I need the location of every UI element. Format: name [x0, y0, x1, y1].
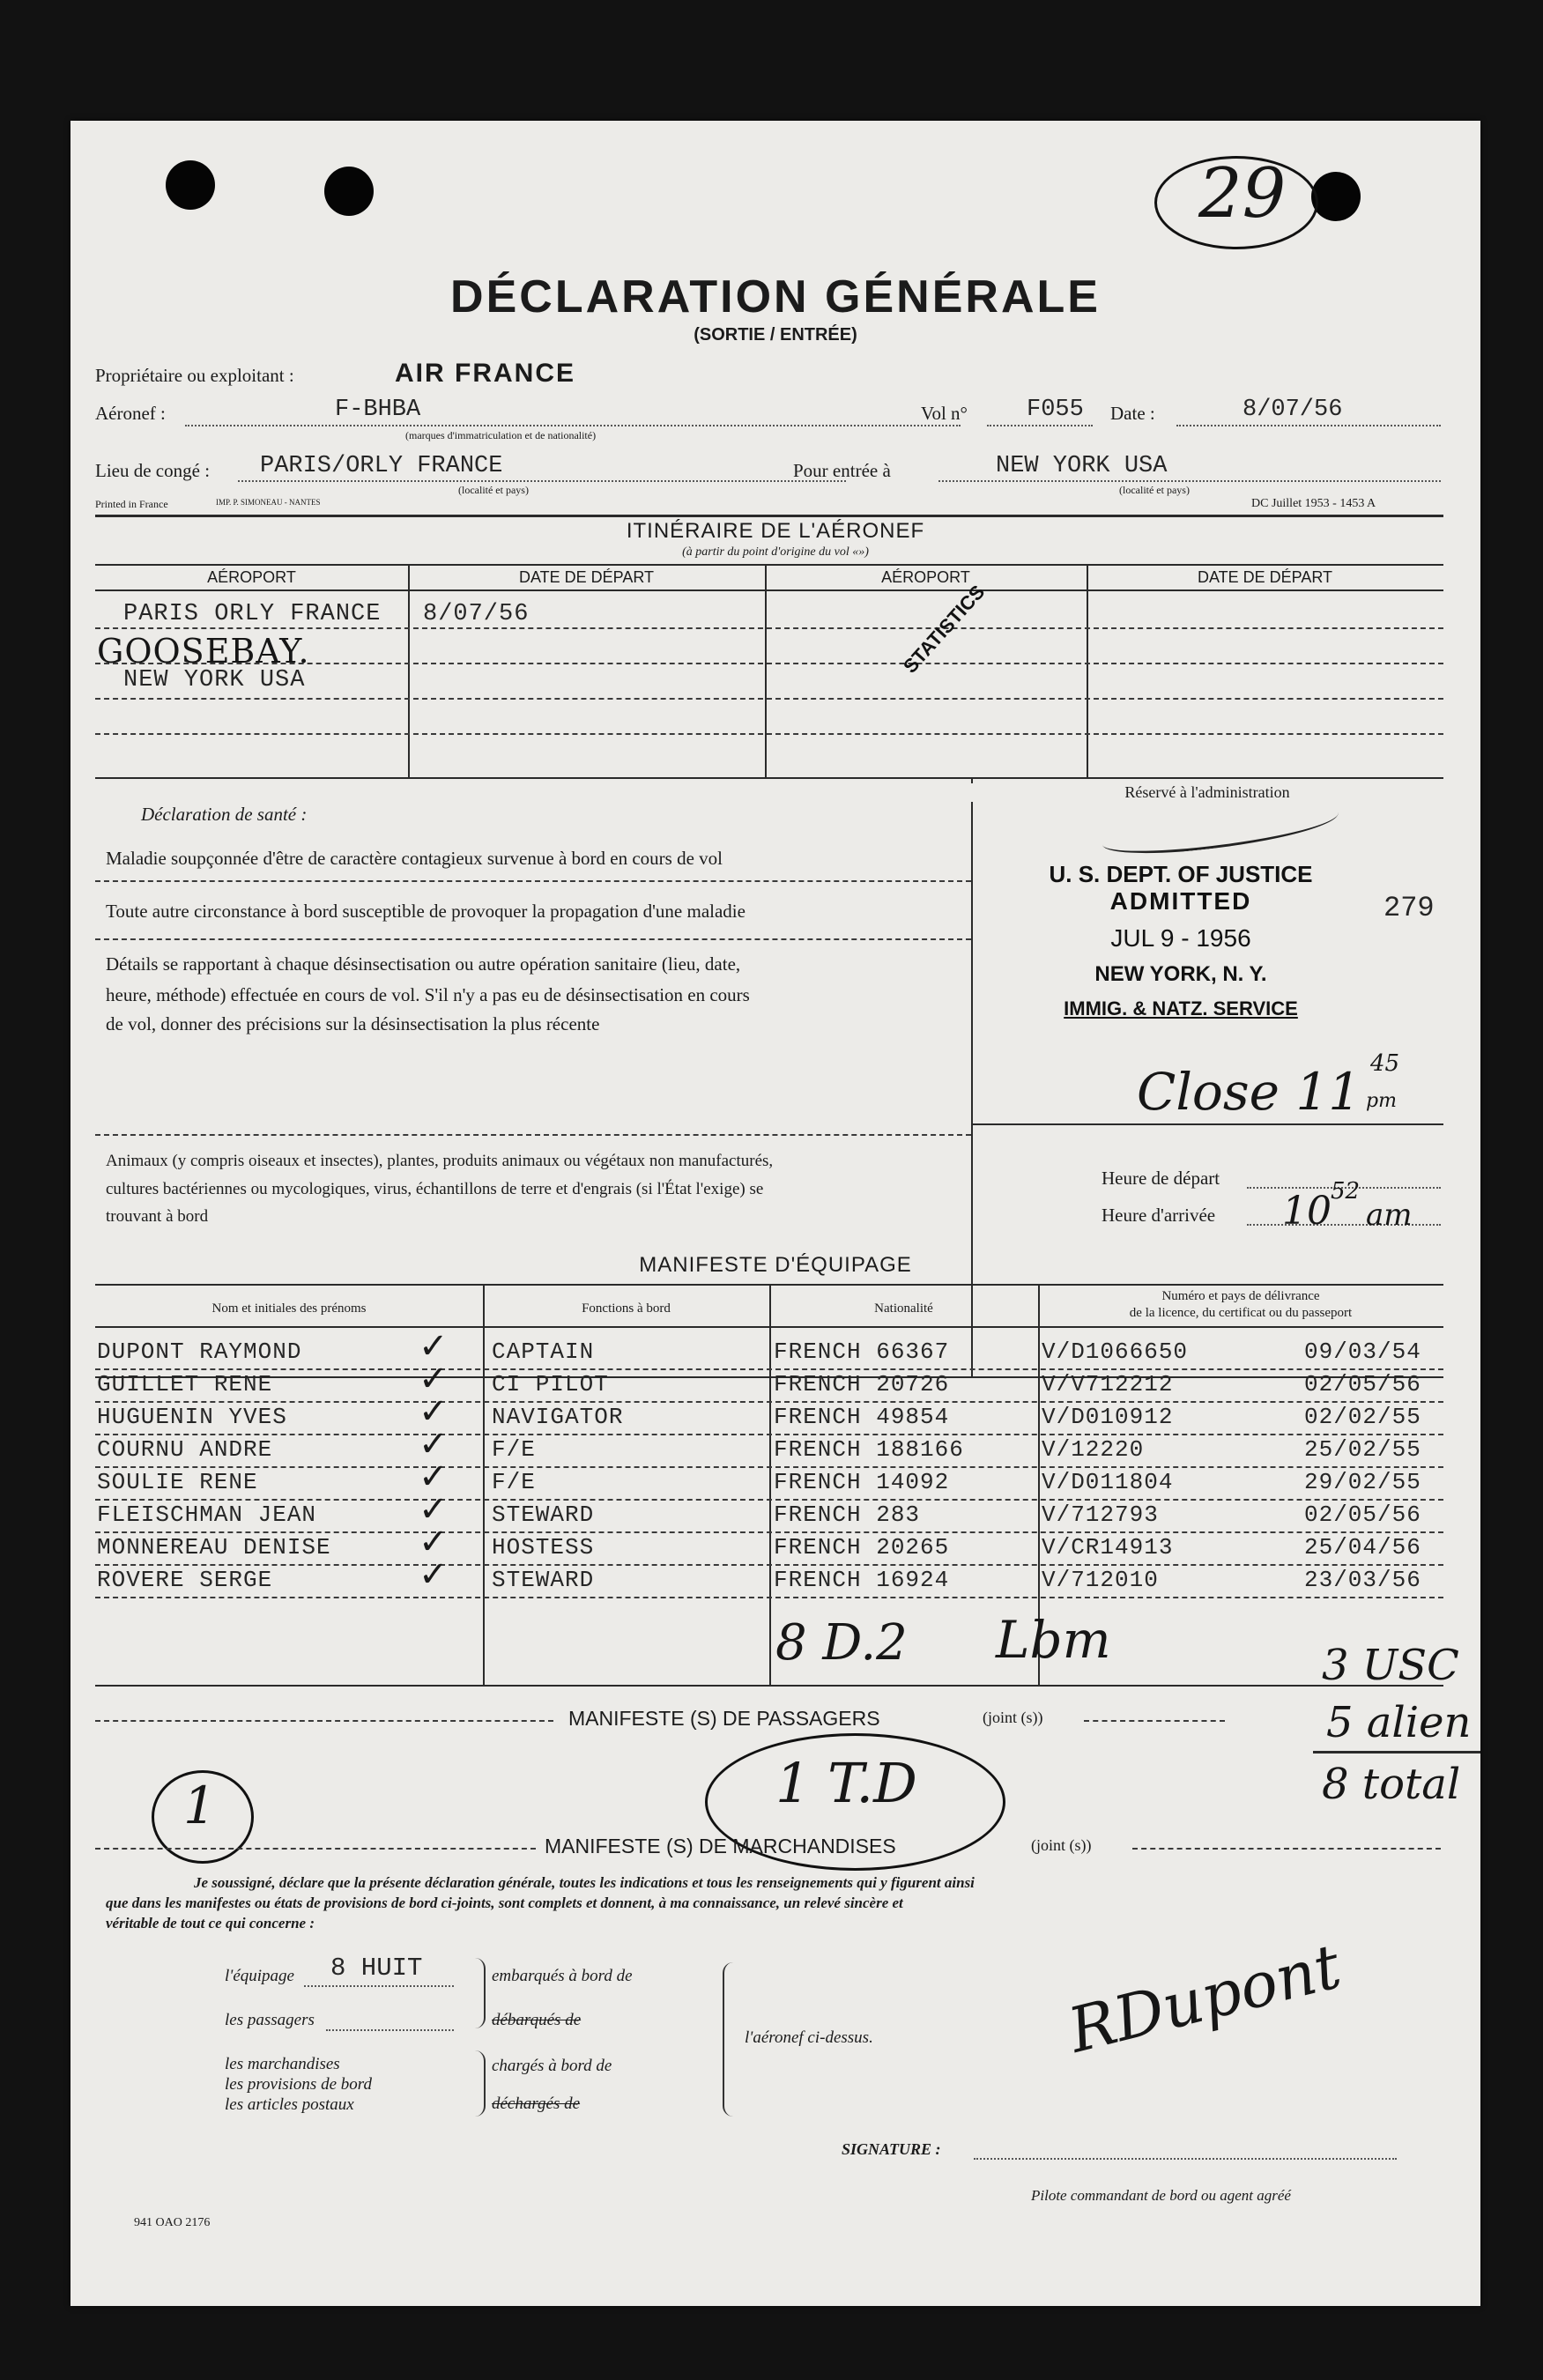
crew-function: F/E [492, 1436, 536, 1463]
crew-function: STEWARD [492, 1501, 595, 1528]
date-label: Date : [1110, 403, 1155, 424]
loaded-label: chargés à bord de [492, 2057, 612, 2075]
goods-label: les marchandises [225, 2055, 340, 2073]
provisions-label: les provisions de bord [225, 2075, 372, 2094]
itinerary-row1-date: 8/07/56 [423, 601, 530, 627]
crew-license-date: 25/04/56 [1304, 1534, 1421, 1561]
crew-col-license-l1: Numéro et pays de délivrance [1161, 1289, 1320, 1303]
arr-time-value: 10 [1282, 1189, 1332, 1234]
crew-license: V/D010912 [1042, 1404, 1174, 1430]
crew-license-date: 09/03/54 [1304, 1338, 1421, 1365]
crew-license: V/712010 [1042, 1567, 1159, 1593]
cargo-joint: (joint (s)) [1031, 1836, 1092, 1854]
printer-mid: IMP. P. SIMONEAU - NANTES [216, 498, 321, 507]
crew-license-date: 02/05/56 [1304, 1501, 1421, 1528]
punch-hole-icon [324, 167, 374, 216]
crew-license-date: 23/03/56 [1304, 1567, 1421, 1593]
passenger-count: 1 [183, 1776, 216, 1835]
itinerary-row2-airport: GOOSEBAY. [97, 632, 310, 671]
admitted-stamp-l3: JUL 9 - 1956 [1110, 924, 1251, 952]
tally-3: 8 total [1322, 1760, 1461, 1809]
crew-count-value: 8 HUIT [330, 1954, 423, 1983]
arrival-label: Pour entrée à [793, 460, 891, 481]
admitted-stamp-l4: NEW YORK, N. Y. [1094, 962, 1267, 986]
crew-nationality: FRENCH 283 [774, 1501, 921, 1528]
crew-nationality: FRENCH 14092 [774, 1469, 950, 1495]
flight-label: Vol n° [921, 403, 968, 424]
health-item1: Maladie soupçonnée d'être de caractère contagieux survenue à bord en cours de vol [106, 848, 723, 869]
health-title: Déclaration de santé : [141, 804, 308, 825]
crew-license: V/12220 [1042, 1436, 1145, 1463]
crew-license-date: 25/02/55 [1304, 1436, 1421, 1463]
declaration-text-l3: véritable de tout ce qui concerne : [106, 1915, 315, 1931]
crew-license-date: 02/05/56 [1304, 1371, 1421, 1398]
crew-name: DUPONT RAYMOND [97, 1338, 302, 1365]
brace-mark [723, 1962, 737, 2117]
punch-hole-icon [1311, 172, 1361, 221]
handwritten-close-sub: pm [1366, 1090, 1397, 1112]
crew-nationality: FRENCH 20726 [774, 1371, 950, 1398]
crew-function: CAPTAIN [492, 1338, 595, 1365]
crew-name: HUGUENIN YVES [97, 1404, 287, 1430]
printer-right: DC Juillet 1953 - 1453 A [1251, 497, 1376, 510]
declaration-text-l1: Je soussigné, déclare que la présente déclaration générale, toutes les indications et tous les renseignements qui y figurent ainsi [194, 1874, 975, 1891]
itinerary-subtitle: (à partir du point d'origine du vol «») [682, 545, 869, 559]
crew-license-date: 02/02/55 [1304, 1404, 1421, 1430]
health-item3-l3: de vol, donner des précisions sur la désinsectisation la plus récente [106, 1013, 600, 1034]
health-item4-l2: cultures bactériennes ou mycologiques, virus, échantillons de terre et d'engrais (si l'État l'exige) se [106, 1180, 764, 1198]
owner-label: Propriétaire ou exploitant : [95, 365, 294, 386]
form-code: 941 OAO 2176 [134, 2216, 211, 2229]
page-title: DÉCLARATION GÉNÉRALE [450, 271, 1101, 323]
crew-name: COURNU ANDRE [97, 1436, 273, 1463]
aircraft-sub: (marques d'immatriculation et de nationalité) [405, 429, 597, 441]
punch-hole-icon [166, 160, 215, 210]
signature-scribble: RDupont [1061, 1930, 1348, 2067]
col-date-2: DATE DE DÉPART [1197, 568, 1333, 586]
check-mark-icon: ✓ [419, 1489, 449, 1530]
admitted-stamp-l1: U. S. DEPT. OF JUSTICE [1049, 861, 1313, 887]
check-mark-icon: ✓ [419, 1457, 449, 1497]
postal-label: les articles postaux [225, 2095, 354, 2114]
col-airport-2: AÉROPORT [881, 568, 970, 586]
arr-time-label: Heure d'arrivée [1102, 1205, 1216, 1226]
aircraft-value: F-BHBA [335, 397, 421, 423]
circled-number: 29 [1198, 154, 1287, 234]
crew-license: V/V712212 [1042, 1371, 1174, 1398]
itinerary-title: ITINÉRAIRE DE L'AÉRONEF [626, 519, 925, 543]
cargo-title: MANIFESTE (S) DE MARCHANDISES [545, 1835, 896, 1857]
signature-label: SIGNATURE : [842, 2140, 941, 2158]
health-item4-l3: trouvant à bord [106, 1207, 209, 1226]
admitted-stamp-number: 279 [1384, 892, 1435, 924]
embarked-label: embarqués à bord de [492, 1967, 633, 1985]
passenger-label: les passagers [225, 2011, 315, 2029]
admitted-stamp-l2: ADMITTED [1109, 887, 1252, 915]
signer-caption: Pilote commandant de bord ou agent agréé [1031, 2187, 1291, 2204]
crew-nationality: FRENCH 66367 [774, 1338, 950, 1365]
disembarked-label: débarqués de [492, 2011, 582, 2029]
declaration-form [70, 121, 1480, 2306]
aircraft-above-label: l'aéronef ci-dessus. [745, 2028, 873, 2047]
declaration-text-l2: que dans les manifestes ou états de provisions de bord ci-joints, sont complets et donnent, à ma connaissance, un relevé sincère et [106, 1894, 903, 1911]
brace-mark [471, 2050, 486, 2117]
brace-mark [471, 1958, 486, 2028]
dep-time-label: Heure de départ [1102, 1168, 1220, 1189]
crew-name: MONNEREAU DENISE [97, 1534, 331, 1561]
crew-handwritten-total: 8 D.2 [775, 1614, 908, 1672]
crew-nationality: FRENCH 16924 [774, 1567, 950, 1593]
crew-nationality: FRENCH 49854 [774, 1404, 950, 1430]
crew-nationality: FRENCH 188166 [774, 1436, 964, 1463]
departure-label: Lieu de congé : [95, 460, 211, 481]
aircraft-label: Aéronef : [95, 403, 166, 424]
arr-time-sup: 52 [1331, 1178, 1361, 1205]
passengers-joint: (joint (s)) [983, 1709, 1043, 1726]
crew-function: STEWARD [492, 1567, 595, 1593]
statistics-stamp: STATISTICS [899, 581, 990, 678]
health-item3-l2: heure, méthode) effectuée en cours de vol. S'il n'y a pas eu de désinsectisation en cours [106, 984, 750, 1005]
flight-value: F055 [1027, 397, 1084, 423]
health-item2: Toute autre circonstance à bord susceptible de provoquer la propagation d'une maladie [106, 901, 746, 922]
page-subtitle: (SORTIE / ENTRÉE) [694, 325, 857, 345]
passengers-title: MANIFESTE (S) DE PASSAGERS [568, 1707, 880, 1730]
check-mark-icon: ✓ [419, 1359, 449, 1399]
check-mark-icon: ✓ [419, 1391, 449, 1432]
crew-function: CI PILOT [492, 1371, 609, 1398]
check-mark-icon: ✓ [419, 1554, 449, 1595]
crew-license-date: 29/02/55 [1304, 1469, 1421, 1495]
health-item4-l1: Animaux (y compris oiseaux et insectes), plantes, produits animaux ou végétaux non manufacturés, [106, 1152, 774, 1170]
admitted-stamp-l5: IMMIG. & NATZ. SERVICE [1064, 997, 1298, 1019]
itinerary-row1-airport: PARIS ORLY FRANCE [123, 601, 382, 627]
arr-time-suffix: am [1366, 1197, 1413, 1233]
health-item3-l1: Détails se rapportant à chaque désinsectisation ou autre opération sanitaire (lieu, date, [106, 953, 741, 975]
printer-left: Printed in France [95, 498, 168, 510]
crew-license: V/D011804 [1042, 1469, 1174, 1495]
crew-name: SOULIE RENE [97, 1469, 258, 1495]
col-airport-1: AÉROPORT [207, 568, 296, 586]
crew-col-function: Fonctions à bord [582, 1301, 671, 1316]
crew-license: V/CR14913 [1042, 1534, 1174, 1561]
crew-name: GUILLET RENE [97, 1371, 273, 1398]
crew-function: F/E [492, 1469, 536, 1495]
crew-col-license-l2: de la licence, du certificat ou du passeport [1129, 1306, 1353, 1320]
crew-col-name: Nom et initiales des prénoms [211, 1301, 367, 1316]
departure-value: PARIS/ORLY FRANCE [260, 453, 503, 479]
unloaded-label: déchargés de [492, 2095, 581, 2113]
owner-value: AIR FRANCE [395, 359, 575, 388]
tally-1: 3 USC [1322, 1641, 1459, 1690]
date-value: 8/07/56 [1243, 397, 1343, 423]
td-circled: 1 T.D [775, 1751, 917, 1815]
crew-function: HOSTESS [492, 1534, 595, 1561]
itinerary-row3-airport: NEW YORK USA [123, 667, 306, 693]
crew-title: MANIFESTE D'ÉQUIPAGE [639, 1253, 912, 1277]
tally-2: 5 alien [1326, 1698, 1472, 1747]
arrival-sub: (localité et pays) [1119, 484, 1190, 496]
crew-name: FLEISCHMAN JEAN [97, 1501, 317, 1528]
check-mark-icon: ✓ [419, 1424, 449, 1464]
crew-nationality: FRENCH 20265 [774, 1534, 950, 1561]
check-mark-icon: ✓ [419, 1522, 449, 1562]
handwritten-close-sup: 45 [1370, 1050, 1400, 1077]
crew-function: NAVIGATOR [492, 1404, 624, 1430]
admin-scribble [1100, 797, 1340, 860]
departure-sub: (localité et pays) [458, 484, 529, 496]
crew-license: V/712793 [1042, 1501, 1159, 1528]
crew-name: ROVERE SERGE [97, 1567, 273, 1593]
crew-count-label: l'équipage [225, 1967, 294, 1985]
check-mark-icon: ✓ [419, 1326, 449, 1367]
col-date-1: DATE DE DÉPART [518, 568, 655, 586]
handwritten-close: Close 11 [1137, 1062, 1361, 1122]
admin-title: Réservé à l'administration [971, 783, 1443, 802]
crew-license: V/D1066650 [1042, 1338, 1189, 1365]
crew-col-nationality: Nationalité [874, 1301, 933, 1316]
crew-handwritten-initials: Lbm [996, 1610, 1111, 1670]
arrival-value: NEW YORK USA [996, 453, 1168, 479]
